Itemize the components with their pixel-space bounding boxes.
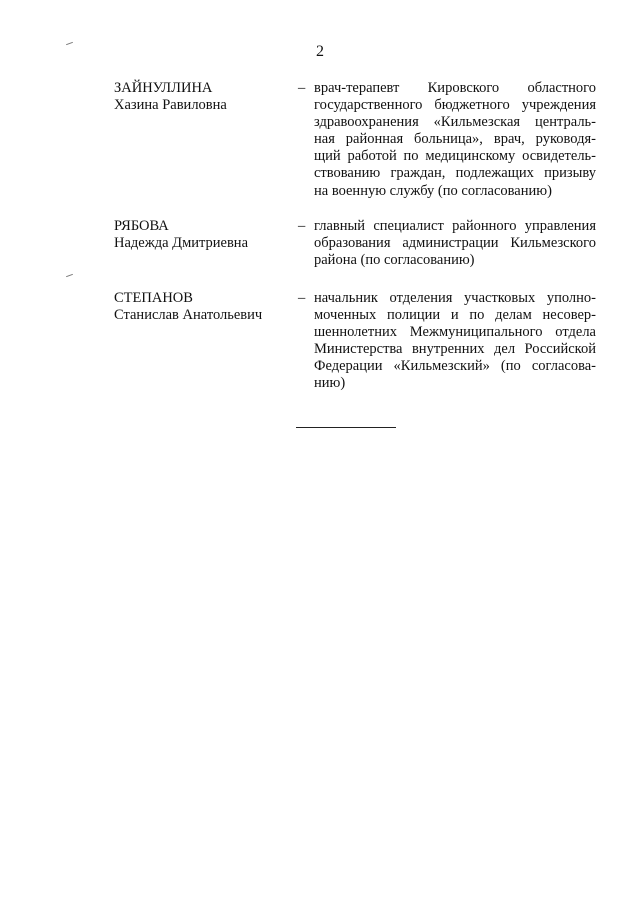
- description-line: начальник отделения участковых уполно-: [314, 290, 596, 306]
- description-line: ствованию граждан, подлежащих призыву: [314, 165, 596, 182]
- description-line: ная районная больница», врач, руководя-: [314, 131, 596, 148]
- scan-speck: [66, 274, 73, 277]
- description-line: шеннолетних Межмуниципального отдела: [314, 324, 596, 341]
- description-line: образования администрации Кильмезского: [314, 235, 596, 252]
- member-surname: РЯБОВА: [114, 218, 169, 234]
- description-line: щий работой по медицинскому освидетель-: [314, 148, 596, 165]
- description-line: Федерации «Кильмезский» (по согласова-: [314, 358, 596, 375]
- description-line: на военную службу (по согласованию): [314, 182, 552, 199]
- member-description: [314, 80, 596, 200]
- entry-dash: –: [298, 80, 306, 96]
- member-surname: СТЕПАНОВ: [114, 290, 193, 306]
- member-surname: ЗАЙНУЛЛИНА: [114, 80, 213, 96]
- entry-dash: –: [298, 290, 306, 306]
- member-given-names: Надежда Дмитриевна: [114, 235, 249, 251]
- member-description: [314, 290, 596, 393]
- description-line: нию): [314, 375, 346, 392]
- member-name: [114, 218, 294, 252]
- description-line: Министерства внутренних дел Российской: [314, 341, 596, 358]
- description-line: моченных полиции и по делам несовер-: [314, 307, 596, 324]
- entry-dash: –: [298, 218, 306, 234]
- member-description: [314, 218, 596, 269]
- member-given-names: Станислав Анатольевич: [114, 307, 263, 323]
- description-line: главный специалист районного управления: [314, 218, 596, 234]
- member-name: [114, 290, 294, 324]
- member-name: [114, 80, 294, 114]
- description-line: государственного бюджетного учреждения: [314, 97, 596, 114]
- member-given-names: Хазина Равиловна: [114, 97, 227, 113]
- description-line: врач-терапевт Кировского областного: [314, 80, 596, 96]
- page-number: 2: [316, 43, 324, 60]
- description-line: здравоохранения «Кильмезская централь-: [314, 114, 596, 131]
- description-line: района (по согласованию): [314, 252, 475, 269]
- closing-rule: [296, 427, 396, 428]
